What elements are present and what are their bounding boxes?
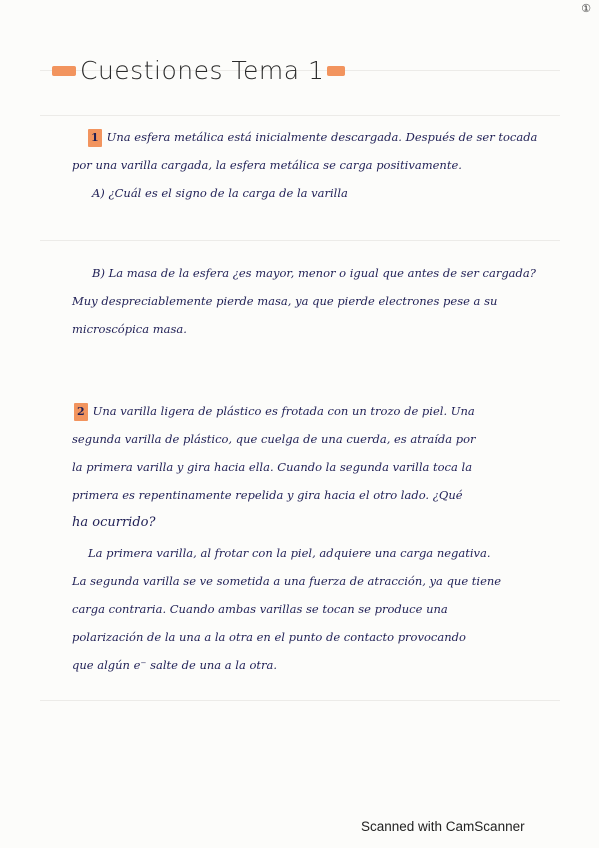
- q1-part-a-question: A) ¿Cuál es el signo de la carga de la varilla: [92, 186, 348, 200]
- q2-line-4: primera es repentinamente repelida y gira hacia el otro lado. ¿Qué: [72, 488, 463, 502]
- q2-line-2: segunda varilla de plástico, que cuelga de una cuerda, es atraída por: [72, 432, 476, 446]
- q1-part-b-question: B) La masa de la esfera ¿es mayor, menor o igual que antes de ser cargada?: [92, 266, 536, 280]
- q2-answer-5: que algún e⁻ salte de una a la otra.: [72, 658, 278, 672]
- q2-answer-2: La segunda varilla se ve sometida a una fuerza de atracción, ya que tiene: [72, 574, 502, 588]
- bleed-through-line: [40, 115, 560, 116]
- q2-line-1: 2 Una varilla ligera de plástico es frotada con un trozo de piel. Una: [74, 402, 584, 421]
- question-number: 1: [88, 129, 102, 147]
- q2-answer-3: carga contraria. Cuando ambas varillas se tocan se produce una: [72, 602, 448, 616]
- q2-line-3: la primera varilla y gira hacia ella. Cuando la segunda varilla toca la: [72, 460, 473, 474]
- bleed-through-line: [40, 700, 560, 701]
- question-number: 2: [74, 403, 88, 421]
- highlight-mark: [52, 66, 76, 76]
- q2-answer-4: polarización de la una a la otra en el punto de contacto provocando: [72, 630, 466, 644]
- q1-part-b-answer-1: Muy despreciablemente pierde masa, ya que pierde electrones pese a su: [72, 294, 498, 308]
- q1-line-1: 1 Una esfera metálica está inicialmente descargada. Después de ser tocada: [88, 128, 598, 147]
- q1-line-2: por una varilla cargada, la esfera metálica se carga positivamente.: [72, 158, 462, 172]
- bleed-through-line: [40, 240, 560, 241]
- q1-part-b-answer-2: microscópica masa.: [72, 322, 187, 336]
- title-row: [52, 56, 349, 85]
- page-number-mark: ①: [581, 2, 591, 15]
- q2-line-5: ha ocurrido?: [72, 515, 156, 530]
- scanner-watermark: Scanned with CamScanner: [361, 819, 525, 834]
- page-title: Cuestiones Tema 1: [80, 56, 325, 85]
- q2-answer-1: La primera varilla, al frotar con la piel, adquiere una carga negativa.: [88, 546, 491, 560]
- highlight-mark: [327, 66, 345, 76]
